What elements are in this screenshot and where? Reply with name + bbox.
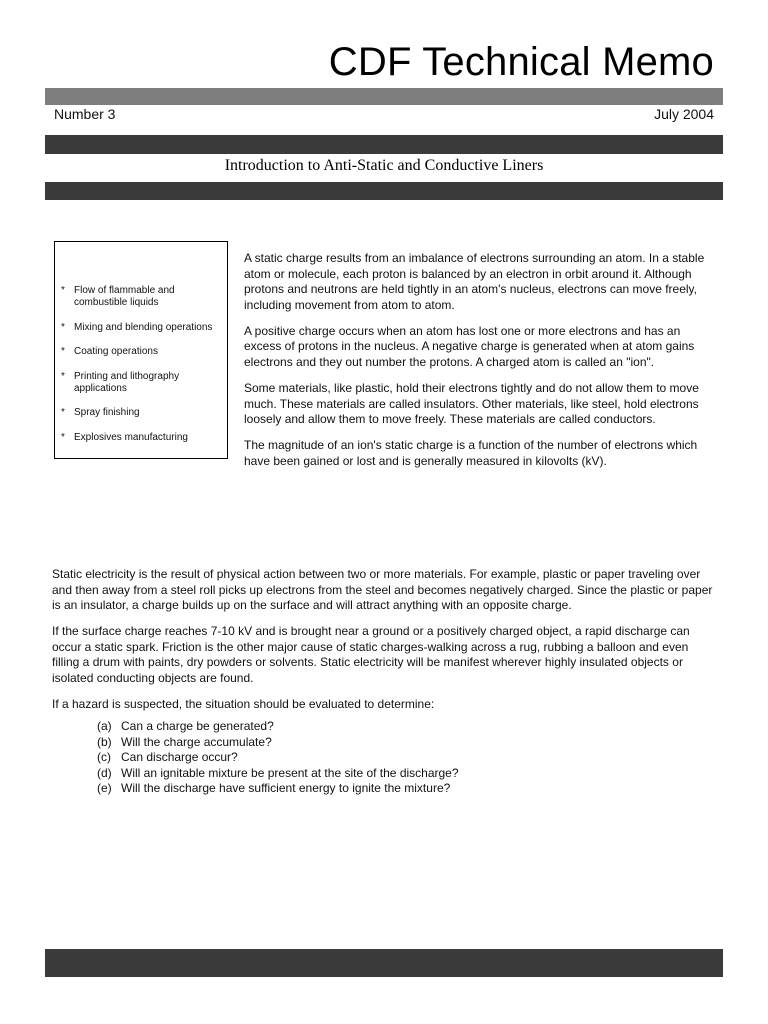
hazard-list [61, 285, 221, 444]
intro-paragraph: Some materials, like plastic, hold their electrons tightly and do not allow them to move much. These materials are called insulators. Other materials, like steel, hold electrons loosely and allow them to move freely. These materials are called conductors. [244, 381, 699, 427]
memo-meta [54, 106, 714, 122]
issue-number: Number 3 [54, 106, 116, 122]
hazard-applications-box [54, 241, 228, 459]
issue-date: July 2004 [654, 106, 714, 122]
bullet-icon: * [61, 407, 65, 418]
question-item [97, 719, 714, 735]
intro-paragraph: A static charge results from an imbalance of electrons surrounding an atom. In a stable atom or molecule, each proton is balanced by an electron in orbit around it. Although protons and neutrons are held tightly in an atom's nucleus, electrons can move freely, including movement from atom to atom. [244, 251, 705, 312]
intro-paragraph: The magnitude of an ion's static charge is a function of the number of electrons which have been gained or lost and is generally measured in kilovolts (kV). [244, 438, 698, 469]
bullet-icon: * [61, 346, 65, 357]
question-label: (e) [97, 781, 112, 796]
bullet-icon: * [61, 431, 65, 443]
body-paragraph: If the surface charge reaches 7-10 kV and is brought near a ground or a positively charged object, a rapid discharge can occur a static spark. Friction is the other major cause of static charges-walking across a rug, rubbing a balloon and even filling a drum with paints, dry powders or solvents. Static electricity will be manifest wherever highly insulated objects or isolated conducting objects are found. [52, 624, 690, 686]
question-item [97, 735, 714, 751]
memo-title: CDF Technical Memo [328, 40, 714, 84]
question-label: (c) [97, 750, 111, 765]
bullet-icon: * [61, 321, 65, 333]
hazard-list-item: * Flow of flammable and combustible liquids [61, 285, 175, 308]
question-text: Can a charge be generated? [121, 719, 274, 734]
intro-paragraph: A positive charge occurs when an atom has lost one or more electrons and has an excess of protons in the nucleus. A negative charge is generated when at atom gains electrons and they out number the protons. A charged atom is called an "ion". [244, 323, 695, 370]
body-paragraph: Static electricity is the result of physical action between two or more materials. For example, plastic or paper traveling over and then away from a steel roll picks up electrons from the steel and becomes negatively charged. Since the plastic or paper is an insulator, a charge builds up on the surface and will attract anything with an opposite charge. [52, 567, 713, 613]
memo-subtitle: Introduction to Anti-Static and Conductive Liners [224, 157, 544, 174]
footer-rule [45, 949, 723, 977]
body-section [52, 567, 714, 797]
subtitle-rule-top [45, 135, 723, 154]
intro-section [244, 251, 714, 480]
question-text: Can discharge occur? [121, 750, 238, 765]
hazard-list-item: * Coating operations [61, 346, 158, 357]
question-label: (a) [97, 719, 112, 734]
bullet-icon: * [61, 285, 65, 296]
hazard-list-item: * Explosives manufacturing [61, 431, 188, 443]
hazard-list-item: * Printing and lithography applications [61, 370, 180, 394]
question-item [97, 781, 714, 797]
evaluation-questions [97, 719, 714, 797]
bullet-icon: * [61, 370, 65, 382]
subtitle-rule-bottom [45, 182, 723, 200]
question-item [97, 766, 714, 782]
header-rule [45, 88, 723, 105]
question-label: (d) [97, 765, 112, 780]
question-item [97, 750, 714, 766]
hazard-list-item: * Mixing and blending operations [61, 321, 213, 333]
question-text: Will the discharge have sufficient energy to ignite the mixture? [121, 781, 451, 796]
question-text: Will an ignitable mixture be present at the site of the discharge? [121, 765, 459, 780]
question-label: (b) [97, 734, 112, 749]
body-paragraph: If a hazard is suspected, the situation should be evaluated to determine: [52, 697, 435, 712]
hazard-list-item: * Spray finishing [61, 407, 140, 418]
question-text: Will the charge accumulate? [121, 734, 272, 749]
